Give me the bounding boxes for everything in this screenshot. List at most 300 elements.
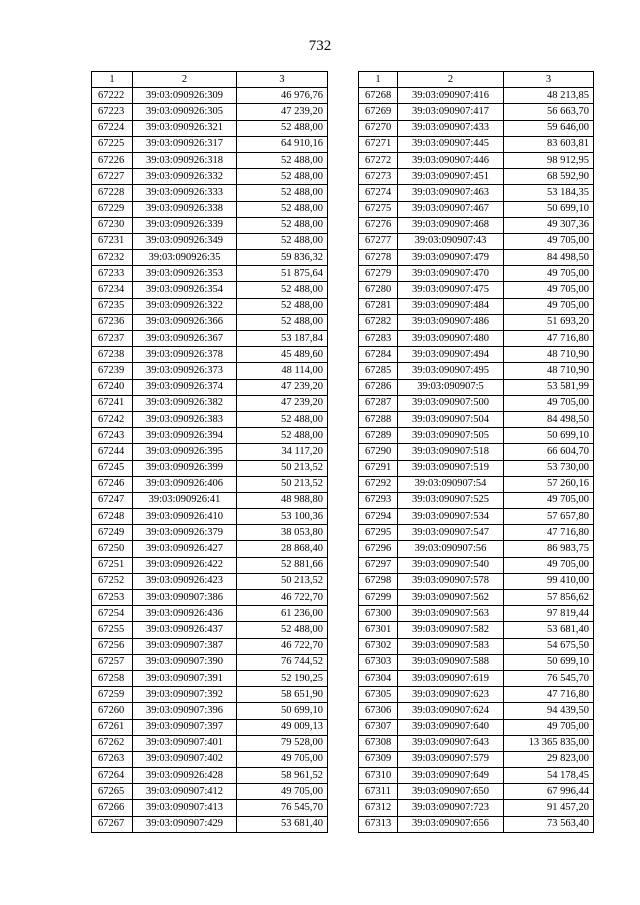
value-cell: 49 705,00 — [504, 395, 594, 411]
table-row — [359, 363, 594, 379]
cadastral-number-cell: 39:03:090926:338 — [133, 201, 237, 217]
value-cell: 50 213,52 — [237, 460, 328, 476]
table-row — [92, 363, 328, 379]
row-number-cell: 67280 — [359, 282, 398, 298]
value-cell: 28 868,40 — [237, 541, 328, 557]
table-row — [359, 768, 594, 784]
value-cell: 79 528,00 — [237, 735, 328, 751]
column-header-number: 1 — [92, 72, 133, 88]
table-row — [92, 751, 328, 767]
value-cell: 68 592,90 — [504, 169, 594, 185]
value-cell: 94 439,50 — [504, 703, 594, 719]
row-number-cell: 67273 — [359, 169, 398, 185]
value-cell: 50 213,52 — [237, 476, 328, 492]
value-cell: 49 705,00 — [237, 751, 328, 767]
value-cell: 52 488,00 — [237, 233, 328, 249]
cadastral-number-cell: 39:03:090907:475 — [398, 282, 504, 298]
row-number-cell: 67307 — [359, 719, 398, 735]
table-row — [359, 379, 594, 395]
table-row — [359, 590, 594, 606]
value-cell: 47 239,20 — [237, 104, 328, 120]
cadastral-number-cell: 39:03:090907:495 — [398, 363, 504, 379]
table-row — [359, 233, 594, 249]
value-cell: 86 983,75 — [504, 541, 594, 557]
registry-table-left — [91, 71, 328, 833]
value-cell: 52 488,00 — [237, 152, 328, 168]
value-cell: 84 498,50 — [504, 411, 594, 427]
cadastral-number-cell: 39:03:090926:378 — [133, 347, 237, 363]
row-number-cell: 67248 — [92, 509, 133, 525]
cadastral-number-cell: 39:03:090926:349 — [133, 233, 237, 249]
row-number-cell: 67265 — [92, 784, 133, 800]
row-number-cell: 67241 — [92, 395, 133, 411]
cadastral-number-cell: 39:03:090907:402 — [133, 751, 237, 767]
table-row — [359, 670, 594, 686]
row-number-cell: 67311 — [359, 784, 398, 800]
table-row — [359, 136, 594, 152]
table-row — [359, 395, 594, 411]
table-row — [359, 88, 594, 104]
table-row — [359, 104, 594, 120]
cadastral-number-cell: 39:03:090926:406 — [133, 476, 237, 492]
row-number-cell: 67278 — [359, 250, 398, 266]
value-cell: 56 663,70 — [504, 104, 594, 120]
row-number-cell: 67287 — [359, 395, 398, 411]
cadastral-number-cell: 39:03:090926:305 — [133, 104, 237, 120]
row-number-cell: 67230 — [92, 217, 133, 233]
row-number-cell: 67256 — [92, 638, 133, 654]
row-number-cell: 67291 — [359, 460, 398, 476]
table-row — [359, 525, 594, 541]
table-header-row — [92, 72, 328, 88]
page-number: 732 — [308, 38, 332, 54]
table-row — [92, 185, 328, 201]
row-number-cell: 67223 — [92, 104, 133, 120]
value-cell: 46 722,70 — [237, 590, 328, 606]
row-number-cell: 67236 — [92, 314, 133, 330]
column-header-cadastral: 2 — [133, 72, 237, 88]
cadastral-number-cell: 39:03:090907:623 — [398, 687, 504, 703]
cadastral-number-cell: 39:03:090907:43 — [398, 233, 504, 249]
cadastral-number-cell: 39:03:090926:383 — [133, 411, 237, 427]
table-row — [92, 428, 328, 444]
cadastral-number-cell: 39:03:090907:429 — [133, 816, 237, 832]
cadastral-number-cell: 39:03:090907:624 — [398, 703, 504, 719]
table-row — [92, 201, 328, 217]
table-row — [359, 557, 594, 573]
cadastral-number-cell: 39:03:090907:540 — [398, 557, 504, 573]
value-cell: 53 730,00 — [504, 460, 594, 476]
value-cell: 49 705,00 — [504, 282, 594, 298]
column-header-value: 3 — [504, 72, 594, 88]
cadastral-number-cell: 39:03:090907:433 — [398, 120, 504, 136]
row-number-cell: 67244 — [92, 444, 133, 460]
value-cell: 52 190,25 — [237, 670, 328, 686]
registry-table-left-body — [92, 72, 328, 833]
value-cell: 58 651,90 — [237, 687, 328, 703]
value-cell: 66 604,70 — [504, 444, 594, 460]
column-header-cadastral: 2 — [398, 72, 504, 88]
value-cell: 53 187,84 — [237, 331, 328, 347]
value-cell: 52 488,00 — [237, 622, 328, 638]
row-number-cell: 67305 — [359, 687, 398, 703]
value-cell: 49 705,00 — [504, 266, 594, 282]
row-number-cell: 67222 — [92, 88, 133, 104]
cadastral-number-cell: 39:03:090926:436 — [133, 606, 237, 622]
value-cell: 91 457,20 — [504, 800, 594, 816]
registry-table-right-body — [359, 72, 594, 833]
value-cell: 49 705,00 — [504, 719, 594, 735]
cadastral-number-cell: 39:03:090907:417 — [398, 104, 504, 120]
value-cell: 76 744,52 — [237, 654, 328, 670]
column-header-value: 3 — [237, 72, 328, 88]
cadastral-number-cell: 39:03:090907:390 — [133, 654, 237, 670]
row-number-cell: 67235 — [92, 298, 133, 314]
table-row — [92, 120, 328, 136]
table-row — [359, 250, 594, 266]
value-cell: 47 716,80 — [504, 687, 594, 703]
table-row — [359, 460, 594, 476]
value-cell: 83 603,81 — [504, 136, 594, 152]
row-number-cell: 67237 — [92, 331, 133, 347]
table-row — [92, 622, 328, 638]
value-cell: 52 488,00 — [237, 428, 328, 444]
cadastral-number-cell: 39:03:090907:5 — [398, 379, 504, 395]
cadastral-number-cell: 39:03:090926:366 — [133, 314, 237, 330]
cadastral-number-cell: 39:03:090926:333 — [133, 185, 237, 201]
table-row — [359, 266, 594, 282]
cadastral-number-cell: 39:03:090907:518 — [398, 444, 504, 460]
cadastral-number-cell: 39:03:090926:374 — [133, 379, 237, 395]
value-cell: 48 710,90 — [504, 363, 594, 379]
table-row — [92, 331, 328, 347]
row-number-cell: 67271 — [359, 136, 398, 152]
cadastral-number-cell: 39:03:090907:500 — [398, 395, 504, 411]
table-row — [92, 152, 328, 168]
cadastral-number-cell: 39:03:090907:562 — [398, 590, 504, 606]
table-row — [359, 784, 594, 800]
value-cell: 38 053,80 — [237, 525, 328, 541]
cadastral-number-cell: 39:03:090907:391 — [133, 670, 237, 686]
table-row — [359, 541, 594, 557]
cadastral-number-cell: 39:03:090926:373 — [133, 363, 237, 379]
table-row — [92, 541, 328, 557]
cadastral-number-cell: 39:03:090907:656 — [398, 816, 504, 832]
table-row — [359, 314, 594, 330]
value-cell: 34 117,20 — [237, 444, 328, 460]
row-number-cell: 67298 — [359, 573, 398, 589]
cadastral-number-cell: 39:03:090907:494 — [398, 347, 504, 363]
value-cell: 52 488,00 — [237, 282, 328, 298]
row-number-cell: 67284 — [359, 347, 398, 363]
row-number-cell: 67292 — [359, 476, 398, 492]
row-number-cell: 67233 — [92, 266, 133, 282]
table-row — [359, 152, 594, 168]
table-row — [92, 476, 328, 492]
cadastral-number-cell: 39:03:090926:367 — [133, 331, 237, 347]
value-cell: 48 988,80 — [237, 492, 328, 508]
cadastral-number-cell: 39:03:090907:467 — [398, 201, 504, 217]
value-cell: 48 710,90 — [504, 347, 594, 363]
table-row — [359, 816, 594, 832]
cadastral-number-cell: 39:03:090926:35 — [133, 250, 237, 266]
table-row — [359, 654, 594, 670]
row-number-cell: 67313 — [359, 816, 398, 832]
table-row — [359, 719, 594, 735]
row-number-cell: 67245 — [92, 460, 133, 476]
cadastral-number-cell: 39:03:090926:354 — [133, 282, 237, 298]
table-row — [359, 428, 594, 444]
row-number-cell: 67255 — [92, 622, 133, 638]
row-number-cell: 67224 — [92, 120, 133, 136]
value-cell: 64 910,16 — [237, 136, 328, 152]
value-cell: 51 693,20 — [504, 314, 594, 330]
table-row — [92, 395, 328, 411]
value-cell: 52 488,00 — [237, 120, 328, 136]
registry-table-right — [358, 71, 594, 833]
table-row — [359, 411, 594, 427]
row-number-cell: 67310 — [359, 768, 398, 784]
cadastral-number-cell: 39:03:090907:413 — [133, 800, 237, 816]
row-number-cell: 67249 — [92, 525, 133, 541]
table-row — [92, 136, 328, 152]
table-row — [359, 606, 594, 622]
row-number-cell: 67297 — [359, 557, 398, 573]
row-number-cell: 67229 — [92, 201, 133, 217]
row-number-cell: 67252 — [92, 573, 133, 589]
table-row — [92, 88, 328, 104]
value-cell: 53 100,36 — [237, 509, 328, 525]
row-number-cell: 67312 — [359, 800, 398, 816]
table-row — [359, 687, 594, 703]
cadastral-number-cell: 39:03:090926:410 — [133, 509, 237, 525]
row-number-cell: 67231 — [92, 233, 133, 249]
table-row — [92, 606, 328, 622]
table-row — [92, 670, 328, 686]
value-cell: 49 705,00 — [504, 492, 594, 508]
cadastral-number-cell: 39:03:090907:650 — [398, 784, 504, 800]
value-cell: 49 705,00 — [504, 233, 594, 249]
table-row — [92, 460, 328, 476]
value-cell: 51 875,64 — [237, 266, 328, 282]
table-row — [92, 703, 328, 719]
row-number-cell: 67238 — [92, 347, 133, 363]
cadastral-number-cell: 39:03:090907:505 — [398, 428, 504, 444]
value-cell: 50 213,52 — [237, 573, 328, 589]
row-number-cell: 67246 — [92, 476, 133, 492]
value-cell: 52 488,00 — [237, 411, 328, 427]
value-cell: 52 488,00 — [237, 185, 328, 201]
table-row — [92, 557, 328, 573]
row-number-cell: 67300 — [359, 606, 398, 622]
value-cell: 46 976,76 — [237, 88, 328, 104]
table-row — [92, 784, 328, 800]
cadastral-number-cell: 39:03:090926:317 — [133, 136, 237, 152]
value-cell: 61 236,00 — [237, 606, 328, 622]
row-number-cell: 67293 — [359, 492, 398, 508]
table-row — [92, 654, 328, 670]
table-row — [359, 622, 594, 638]
value-cell: 53 581,99 — [504, 379, 594, 395]
value-cell: 47 716,80 — [504, 525, 594, 541]
table-row — [92, 217, 328, 233]
cadastral-number-cell: 39:03:090907:401 — [133, 735, 237, 751]
table-row — [92, 379, 328, 395]
value-cell: 52 881,66 — [237, 557, 328, 573]
row-number-cell: 67257 — [92, 654, 133, 670]
value-cell: 53 681,40 — [237, 816, 328, 832]
row-number-cell: 67294 — [359, 509, 398, 525]
value-cell: 52 488,00 — [237, 298, 328, 314]
row-number-cell: 67261 — [92, 719, 133, 735]
table-row — [359, 703, 594, 719]
value-cell: 45 489,60 — [237, 347, 328, 363]
row-number-cell: 67228 — [92, 185, 133, 201]
row-number-cell: 67226 — [92, 152, 133, 168]
table-row — [359, 282, 594, 298]
cadastral-number-cell: 39:03:090907:519 — [398, 460, 504, 476]
cadastral-number-cell: 39:03:090926:332 — [133, 169, 237, 185]
row-number-cell: 67296 — [359, 541, 398, 557]
value-cell: 52 488,00 — [237, 201, 328, 217]
cadastral-number-cell: 39:03:090926:318 — [133, 152, 237, 168]
row-number-cell: 67286 — [359, 379, 398, 395]
row-number-cell: 67275 — [359, 201, 398, 217]
value-cell: 57 856,62 — [504, 590, 594, 606]
row-number-cell: 67254 — [92, 606, 133, 622]
value-cell: 49 705,00 — [237, 784, 328, 800]
cadastral-number-cell: 39:03:090926:321 — [133, 120, 237, 136]
value-cell: 84 498,50 — [504, 250, 594, 266]
table-row — [359, 735, 594, 751]
cadastral-number-cell: 39:03:090926:382 — [133, 395, 237, 411]
row-number-cell: 67299 — [359, 590, 398, 606]
row-number-cell: 67243 — [92, 428, 133, 444]
row-number-cell: 67266 — [92, 800, 133, 816]
value-cell: 76 545,70 — [237, 800, 328, 816]
row-number-cell: 67272 — [359, 152, 398, 168]
value-cell: 49 009,13 — [237, 719, 328, 735]
column-header-number: 1 — [359, 72, 398, 88]
value-cell: 58 961,52 — [237, 768, 328, 784]
table-row — [92, 444, 328, 460]
table-row — [359, 185, 594, 201]
cadastral-number-cell: 39:03:090926:379 — [133, 525, 237, 541]
value-cell: 47 716,80 — [504, 331, 594, 347]
cadastral-number-cell: 39:03:090907:643 — [398, 735, 504, 751]
row-number-cell: 67234 — [92, 282, 133, 298]
cadastral-number-cell: 39:03:090907:445 — [398, 136, 504, 152]
cadastral-number-cell: 39:03:090907:470 — [398, 266, 504, 282]
cadastral-number-cell: 39:03:090907:578 — [398, 573, 504, 589]
value-cell: 47 239,20 — [237, 379, 328, 395]
row-number-cell: 67308 — [359, 735, 398, 751]
cadastral-number-cell: 39:03:090907:588 — [398, 654, 504, 670]
row-number-cell: 67281 — [359, 298, 398, 314]
row-number-cell: 67303 — [359, 654, 398, 670]
table-row — [92, 250, 328, 266]
table-row — [92, 298, 328, 314]
row-number-cell: 67309 — [359, 751, 398, 767]
cadastral-number-cell: 39:03:090907:619 — [398, 670, 504, 686]
value-cell: 13 365 835,00 — [504, 735, 594, 751]
value-cell: 52 488,00 — [237, 314, 328, 330]
row-number-cell: 67290 — [359, 444, 398, 460]
value-cell: 46 722,70 — [237, 638, 328, 654]
cadastral-number-cell: 39:03:090926:353 — [133, 266, 237, 282]
cadastral-number-cell: 39:03:090907:504 — [398, 411, 504, 427]
cadastral-number-cell: 39:03:090926:309 — [133, 88, 237, 104]
row-number-cell: 67302 — [359, 638, 398, 654]
cadastral-number-cell: 39:03:090907:723 — [398, 800, 504, 816]
row-number-cell: 67269 — [359, 104, 398, 120]
table-row — [92, 800, 328, 816]
table-row — [359, 638, 594, 654]
cadastral-number-cell: 39:03:090907:649 — [398, 768, 504, 784]
cadastral-number-cell: 39:03:090907:451 — [398, 169, 504, 185]
cadastral-number-cell: 39:03:090926:423 — [133, 573, 237, 589]
cadastral-number-cell: 39:03:090907:582 — [398, 622, 504, 638]
cadastral-number-cell: 39:03:090926:322 — [133, 298, 237, 314]
table-row — [92, 525, 328, 541]
row-number-cell: 67301 — [359, 622, 398, 638]
cadastral-number-cell: 39:03:090926:437 — [133, 622, 237, 638]
table-row — [92, 573, 328, 589]
cadastral-number-cell: 39:03:090907:463 — [398, 185, 504, 201]
cadastral-number-cell: 39:03:090907:583 — [398, 638, 504, 654]
value-cell: 48 114,00 — [237, 363, 328, 379]
table-row — [92, 719, 328, 735]
cadastral-number-cell: 39:03:090907:54 — [398, 476, 504, 492]
row-number-cell: 67225 — [92, 136, 133, 152]
value-cell: 48 213,85 — [504, 88, 594, 104]
value-cell: 49 705,00 — [504, 557, 594, 573]
value-cell: 52 488,00 — [237, 217, 328, 233]
value-cell: 98 912,95 — [504, 152, 594, 168]
row-number-cell: 67288 — [359, 411, 398, 427]
row-number-cell: 67283 — [359, 331, 398, 347]
row-number-cell: 67262 — [92, 735, 133, 751]
cadastral-number-cell: 39:03:090907:392 — [133, 687, 237, 703]
table-row — [92, 687, 328, 703]
row-number-cell: 67274 — [359, 185, 398, 201]
cadastral-number-cell: 39:03:090926:399 — [133, 460, 237, 476]
value-cell: 49 705,00 — [504, 298, 594, 314]
row-number-cell: 67295 — [359, 525, 398, 541]
row-number-cell: 67306 — [359, 703, 398, 719]
table-row — [359, 476, 594, 492]
cadastral-number-cell: 39:03:090907:640 — [398, 719, 504, 735]
value-cell: 53 184,35 — [504, 185, 594, 201]
row-number-cell: 67268 — [359, 88, 398, 104]
table-row — [359, 751, 594, 767]
cadastral-number-cell: 39:03:090926:395 — [133, 444, 237, 460]
cadastral-number-cell: 39:03:090907:534 — [398, 509, 504, 525]
table-row — [359, 217, 594, 233]
table-row — [92, 590, 328, 606]
table-row — [92, 411, 328, 427]
cadastral-number-cell: 39:03:090907:525 — [398, 492, 504, 508]
cadastral-number-cell: 39:03:090907:563 — [398, 606, 504, 622]
value-cell: 76 545,70 — [504, 670, 594, 686]
table-row — [359, 201, 594, 217]
cadastral-number-cell: 39:03:090907:479 — [398, 250, 504, 266]
row-number-cell: 67289 — [359, 428, 398, 444]
cadastral-number-cell: 39:03:090907:396 — [133, 703, 237, 719]
cadastral-number-cell: 39:03:090907:484 — [398, 298, 504, 314]
value-cell: 67 996,44 — [504, 784, 594, 800]
row-number-cell: 67242 — [92, 411, 133, 427]
